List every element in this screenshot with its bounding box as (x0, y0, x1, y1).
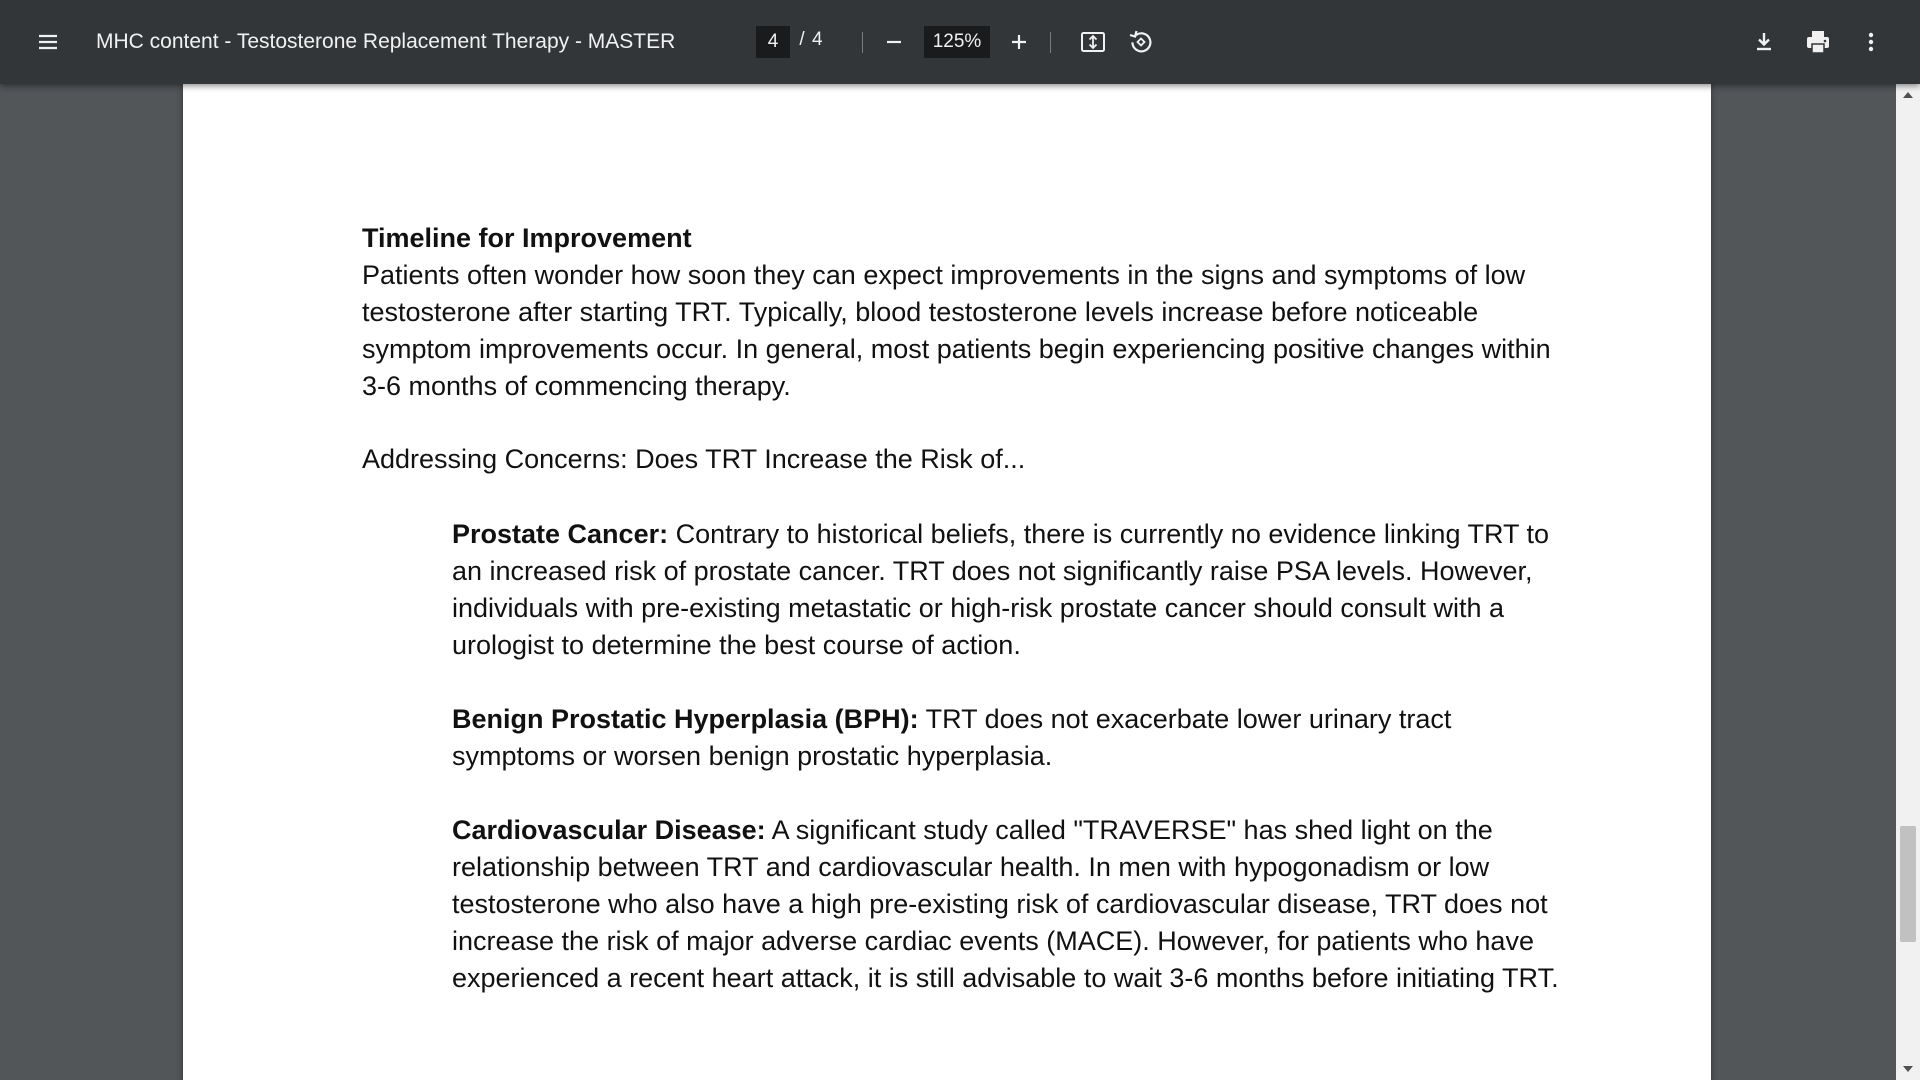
toolbar-divider (1050, 32, 1051, 53)
plus-icon (1007, 30, 1031, 54)
concern-label: Benign Prostatic Hyperplasia (BPH): (452, 704, 919, 734)
print-button[interactable] (1796, 20, 1840, 64)
concerns-heading: Addressing Concerns: Does TRT Increase the Risk of... (362, 444, 1026, 474)
concern-text: TRT does not exacerbate lower urinary tract symptoms or worsen benign prostatic hyperplasia. (452, 704, 1452, 771)
concern-item-cardiovascular (452, 812, 1562, 997)
fit-to-page-icon (1079, 28, 1107, 56)
document-viewer[interactable] (0, 84, 1920, 1080)
section-heading: Timeline for Improvement (362, 223, 692, 253)
vertical-scrollbar[interactable] (1896, 84, 1920, 1080)
minus-icon (882, 30, 906, 54)
zoom-in-button[interactable] (997, 20, 1041, 64)
concern-text: A significant study called "TRAVERSE" has shed light on the relationship between TRT and cardiovascular health. In men with hypogonadism or low testosterone who also have a high pre-existing risk of cardiovascular disease, TRT does not increase the risk of major adverse cardiac events (MACE). However, for patients who have experienced a recent heart attack, it is still advisable to wait 3-6 months before initiating TRT. (452, 815, 1559, 993)
toolbar-divider (862, 32, 863, 53)
rotate-icon (1127, 28, 1155, 56)
rotate-button[interactable] (1119, 20, 1163, 64)
page-number-input[interactable] (756, 26, 790, 58)
more-vert-icon (1859, 30, 1883, 54)
page-total: 4 (812, 29, 823, 50)
concern-label: Prostate Cancer: (452, 519, 669, 549)
download-button[interactable] (1742, 20, 1786, 64)
fit-to-page-button[interactable] (1071, 20, 1115, 64)
zoom-out-button[interactable] (872, 20, 916, 64)
more-actions-button[interactable] (1849, 20, 1893, 64)
print-icon (1804, 28, 1832, 56)
menu-icon[interactable] (26, 20, 70, 64)
page-separator: / (799, 29, 805, 50)
scrollbar-thumb[interactable] (1900, 826, 1916, 942)
intro-paragraph: Patients often wonder how soon they can expect improvements in the signs and symptoms of low testosterone after starting TRT. Typically, blood testosterone levels increase before noticeable symptom improvements occur. In general, most patients begin experiencing positive changes within 3-6 months of commencing therapy. (362, 260, 1551, 401)
document-title: MHC content - Testosterone Replacement Therapy - MASTER (96, 30, 676, 53)
zoom-level-input[interactable] (924, 26, 990, 58)
download-icon (1752, 30, 1776, 54)
scroll-up-arrow-icon[interactable] (1903, 92, 1913, 98)
concern-text: Contrary to historical beliefs, there is currently no evidence linking TRT to an increased risk of prostate cancer. TRT does not significantly raise PSA levels. However, individuals with pre-existing metastatic or high-risk prostate cancer should consult with a urologist to determine the best course of action. (452, 519, 1550, 660)
pdf-toolbar (0, 0, 1920, 84)
concern-item-prostate-cancer (452, 516, 1562, 664)
concern-item-bph (452, 701, 1562, 775)
pdf-page (183, 84, 1711, 1080)
page-content (362, 220, 1562, 997)
scroll-down-arrow-icon[interactable] (1903, 1066, 1913, 1072)
concern-label: Cardiovascular Disease: (452, 815, 766, 845)
